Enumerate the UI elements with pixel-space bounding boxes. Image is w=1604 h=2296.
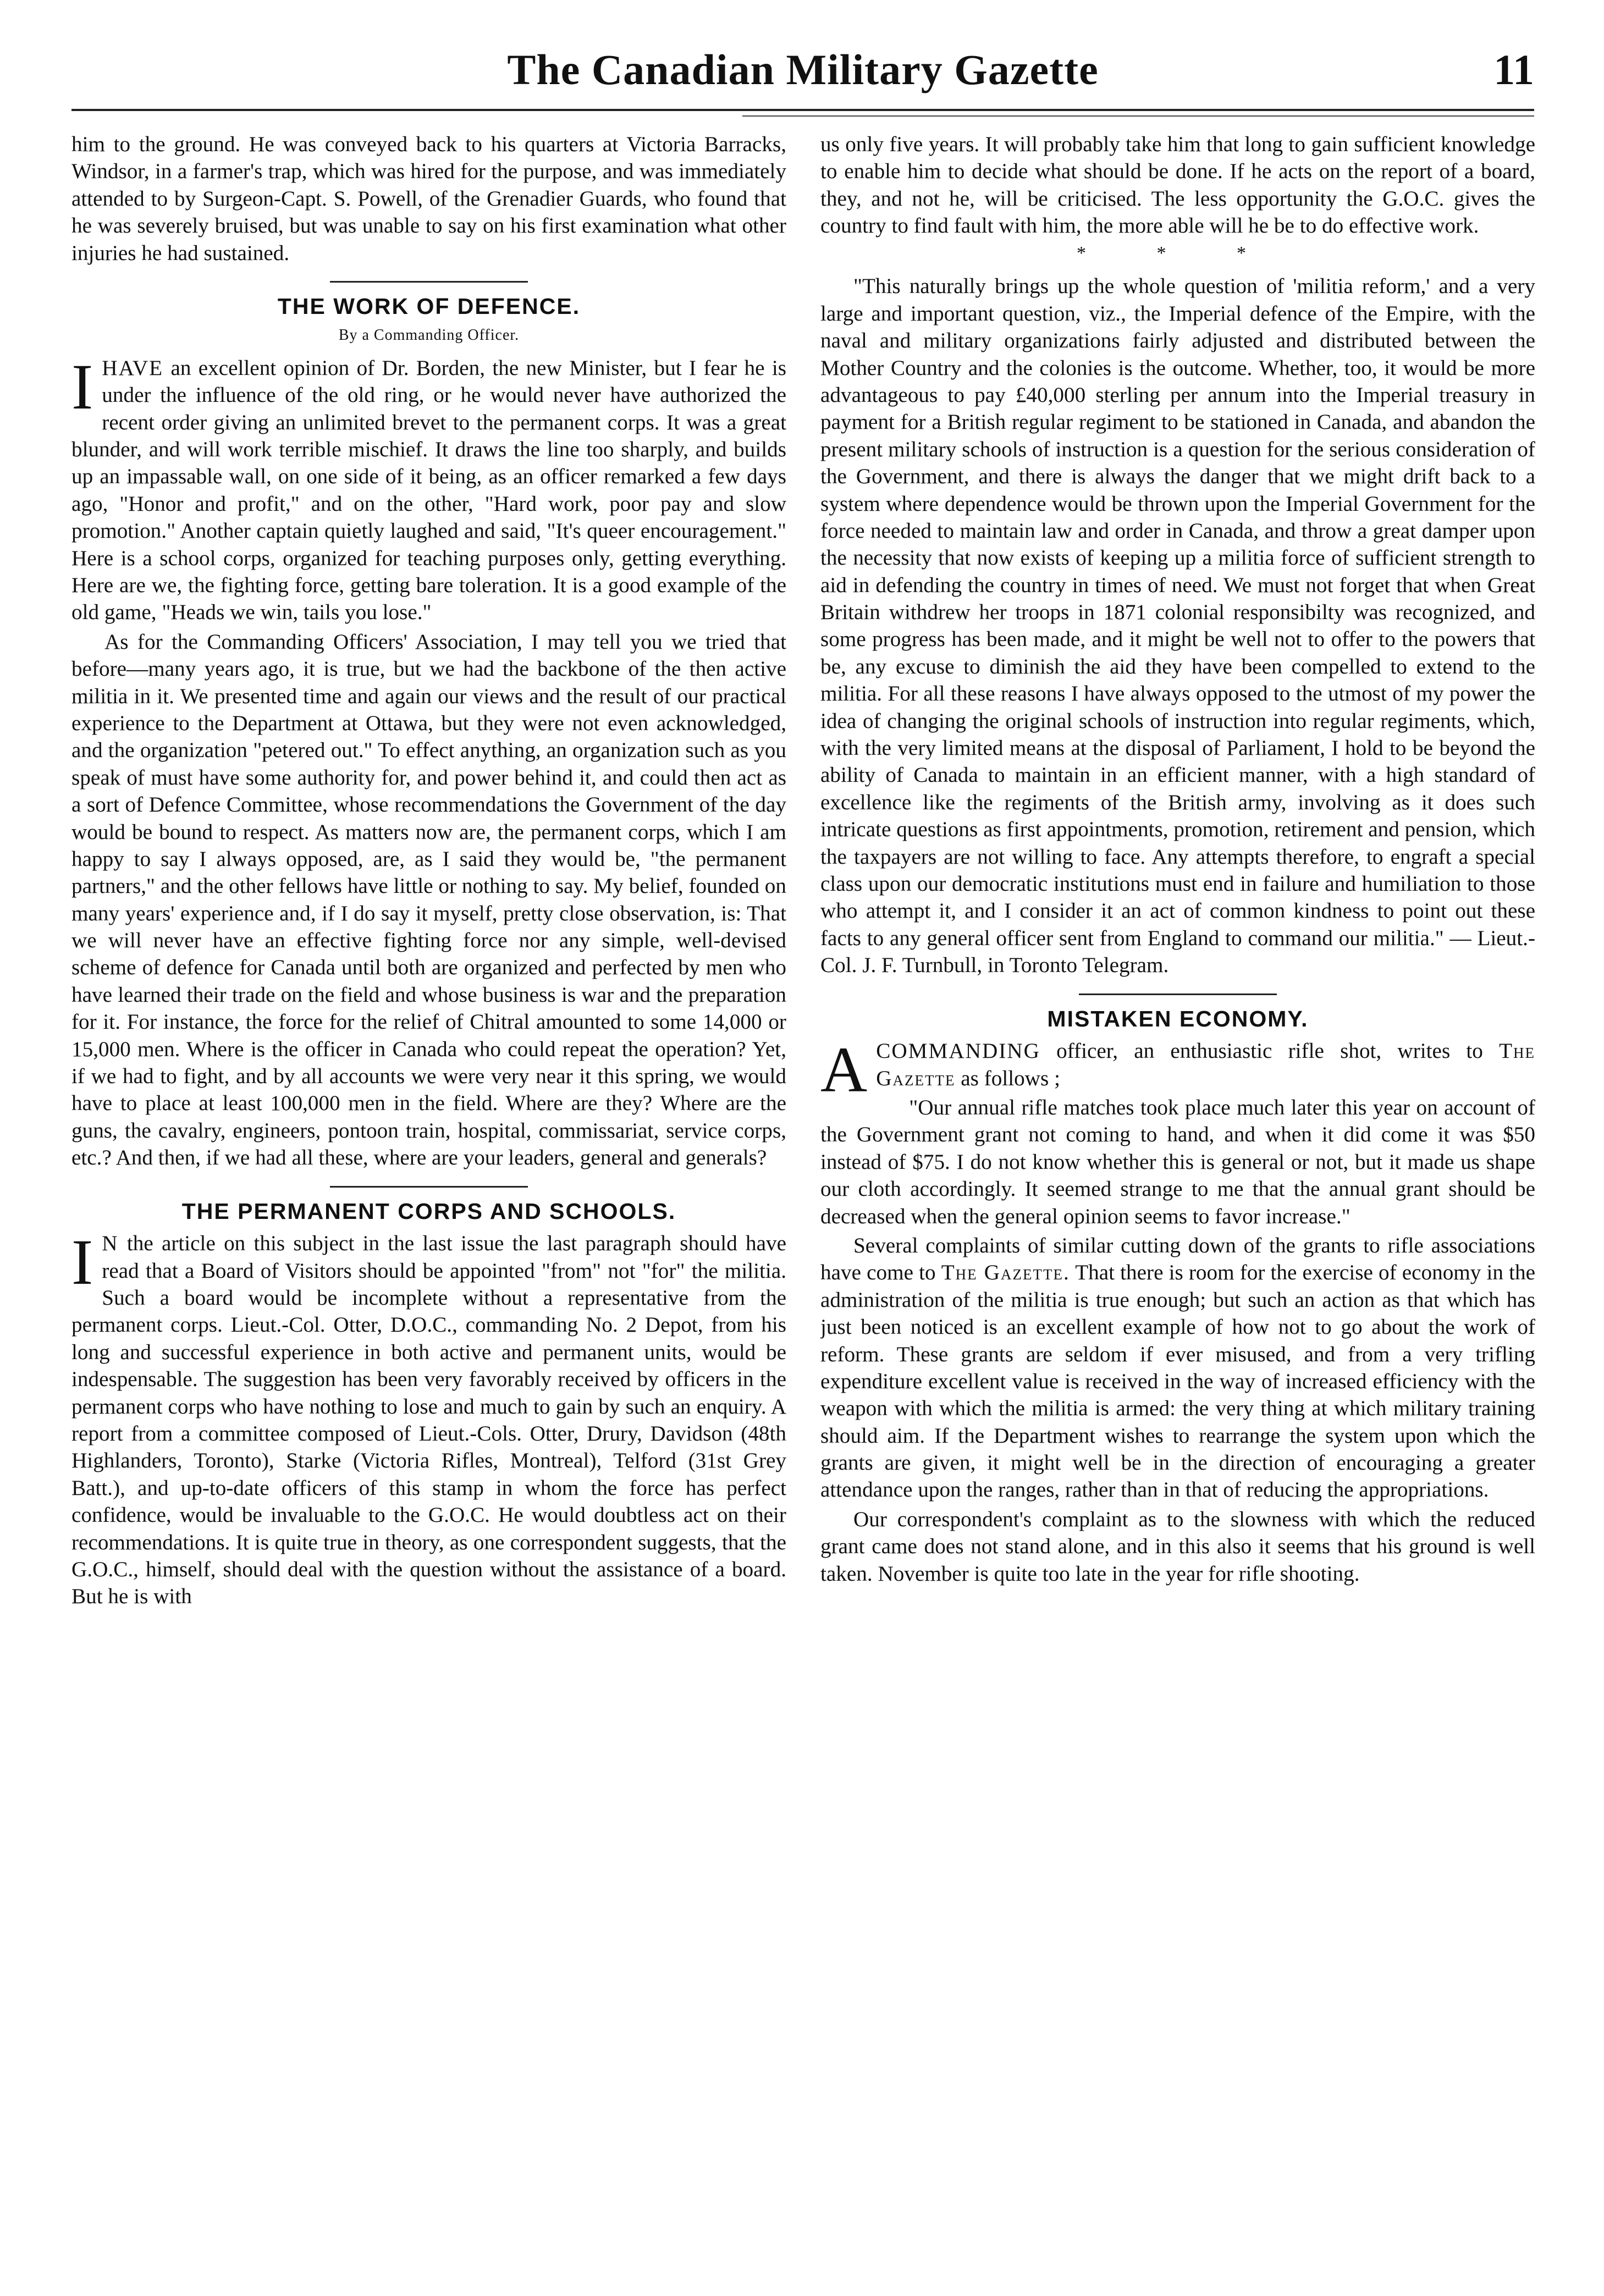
paragraph-body: the article on this subject in the last issue the last paragraph should have read that a Board of Visitors should be appointed "from" not "for" the militia. Such a board would be incomplete without a representative from the permanent corps. Lieut.-Col. Otter, D.O.C., commanding No. 2 Depot, from his long and successful experience in both active and permanent units, would be indespensable. The suggestion has been very favorably received by officers in the permanent corps who have nothing to lose and much to gain by such an enquiry. A report from a committee composed of Lieut.-Cols. Otter, Drury, Davidson (48th Highlanders, Toronto), Starke (Victoria Rifles, Montreal), Telford (31st Grey Batt.), and up-to-date officers of this stamp in whom the force has perfect confidence, would be invaluable to the G.O.C. He would doubtless act on their recommendations. It is quite true in theory, as one correspondent suggests, that the G.O.C., himself, should deal with the question without the assistance of a board. But he is with <box>71 1232 786 1609</box>
gazette-name: The Gazette. <box>941 1261 1070 1285</box>
page-header <box>71 38 1534 115</box>
article-heading-mistaken-economy: MISTAKEN ECONOMY. <box>1047 1006 1309 1031</box>
right-column <box>820 131 1535 2264</box>
article-paragraph <box>820 1232 1535 1504</box>
article-paragraph <box>71 1226 786 1610</box>
continued-paragraph: us only five years. It will probably take him that long to gain sufficient knowledge to enable him to decide what should be done. If he acts on the report of a board, they, and not he, will be criticised. The less opportunity the G.O.C. gives the country to find fault with him, the more able will he be to do effective work. <box>820 133 1535 238</box>
article-paragraph <box>71 350 786 626</box>
paragraph-body: officer, an enthusiastic rifle shot, writes to <box>1056 1039 1483 1063</box>
asterisk-separator: * * * <box>1077 242 1279 263</box>
section-divider <box>330 1186 528 1188</box>
gazette-name: The Gazette <box>876 1039 1535 1090</box>
quoted-paragraph: "This naturally brings up the whole question of 'militia reform,' and a very large and important question, viz., the Imperial defence of the Empire, with the naval and military organizations fairly adjusted and distributed between the Mother Country and the colonies is the outcome. Whether, too, it would be more advantageous to pay £40,000 sterling per annum into the Imperial treasury in payment for a British regular regiment to be stationed in Canada, and abandon the present military schools of instruction is a question for the serious consideration of the Government, and there is always the danger that we might drift back to a system where dependence would be thrown upon the Imperial Government for the force needed to maintain law and order in Canada, and throw a great damper upon the necessity that now exists of keeping up a militia force of sufficient strength to aid in defending the country in times of need. We must not forget that when Great Britain withdrew her troops in 1871 colonial responsibilty was recognized, and some progress has been made, and it might be well not to offer to the powers that be, any excuse to diminish the aid they have been compelled to extend to the militia. For all these reasons I have always opposed to the utmost of my power the idea of changing the original schools of instruction into regular regiments, which, with the very limited means at the disposal of Parliament, I hold to be beyond the ability of Canada to maintain in an efficient manner, with a high standard of excellence like the regiments of the British army, involving as it does such intricate questions as first appointments, promotion, retirement and pension, which the taxpayers are not willing to face. Any attempts therefore, to engraft a special class upon our democratic institutions must end in failure and humiliation to those who attempt it, and I consider it an act of common kindness to point out these facts to any general officer sent from England to command our militia." — Lieut.-Col. J. F. Turnbull, in Toronto Telegram. <box>820 274 1535 978</box>
header-rule-secondary <box>742 115 1534 117</box>
article-paragraph: As for the Commanding Officers' Association, I may tell you we tried that before—many years ago, it is true, but we had the backbone of the then active militia in it. We presented time and again our views and the result of our practical experience to the Department at Ottawa, but they were not even acknowledged, and the organization "petered out." To effect anything, an organization such as you speak of must have some authority for, and power behind it, and could then act as a sort of Defence Committee, whose recommendations the Government of the day would be bound to respect. As matters now are, the permanent corps, which I am happy to say I always opposed, are, as I said they would be, "the permanent partners," and the other fellows have little or nothing to say. My belief, founded on many years' experience and, if I do say it myself, pretty close observation, is: That we will never have an effective fighting force nor any simple, well-devised scheme of defence for Canada until both are organized and perfected by men who have learned their trade on the field and whose business is war and the preparation for it. For instance, the force for the relief of Chitral amounted to some 14,000 or 15,000 men. Where is the officer in Canada who could repeat the operation? Yet, if we had to fight, and by all accounts we were very near it this spring, we would have to place at least 100,000 men in the field. Where are they? Where are the guns, the cavalry, engineers, pontoon train, hospital, commissariat, service corps, etc.? And then, if we had all these, where are your leaders, general and generals? <box>71 630 786 1170</box>
section-divider <box>330 281 528 283</box>
paragraph-body: as follows ; <box>961 1066 1060 1090</box>
masthead-title: The Canadian Military Gazette <box>507 46 1099 93</box>
lead-words: N <box>102 1232 119 1256</box>
article-paragraph: Our correspondent's complaint as to the slowness with which the reduced grant came does not stand alone, and in this also it seems that his ground is well taken. November is quite too late in the year for rifle shooting. <box>820 1507 1535 1586</box>
intro-paragraph: him to the ground. He was conveyed back to his quarters at Victoria Barracks, Windsor, in a farmer's trap, which was hired for the purpose, and was immediately attended to by Surgeon-Capt. S. Powell, of the Grenadier Guards, who found that he was severely bruised, but was unable to say on his first examination what other injuries he had sustained. <box>71 133 786 265</box>
drop-cap: I <box>71 1226 93 1299</box>
article-heading-work-of-defence: THE WORK OF DEFENCE. <box>277 293 581 319</box>
paragraph-body: That there is room for the exercise of economy in the administration of the militia is true enough; but such an action as that which has just been noticed is an excellent example of how not to go about the work of reform. These grants are seldom if ever misused, and from a very trifling expenditure excellent value is received in the way of increased efficiency with the weapon with which the militia is armed: the very thing at which military training should aim. If the Department wishes to rearrange the system upon which the grants are given, it might well be in the direction of encouraging a greater attendance upon the ranges, rather than in that of reducing the appropriations. <box>820 1261 1535 1502</box>
drop-cap: I <box>71 350 93 423</box>
drop-cap: A <box>820 1034 868 1106</box>
lead-words: HAVE <box>102 356 164 380</box>
article-paragraph <box>820 1034 1535 1106</box>
article-paragraph: "Our annual rifle matches took place much later this year on account of the Government grant not coming to hand, and when it did come it was $50 instead of $75. I do not know whether this is general or not, but it made us shape our cloth accordingly. It seemed strange to me that the annual grant should be decreased when the general opinion seems to favor increase." <box>820 1095 1535 1228</box>
left-column <box>71 131 786 2264</box>
section-divider <box>1079 994 1277 995</box>
article-heading-permanent-corps: THE PERMANENT CORPS AND SCHOOLS. <box>181 1198 676 1224</box>
page-number: 11 <box>1493 46 1534 93</box>
article-byline: By a Commanding Officer. <box>338 326 520 344</box>
paragraph-body: an excellent opinion of Dr. Borden, the new Minister, but I fear he is under the influence of the old ring, or he would never have authorized the recent order giving an unlimited brevet to the permanent corps. It was a great blunder, and will work terrible mischief. It draws the line too sharply, and builds up an impassable wall, on one side of it being, as an officer remarked a few days ago, "Honor and profit," and on the other, "Hard work, poor pay and slow promotion." Another captain quietly laughed and said, "It's queer encouragement." Here is a school corps, organized for teaching purposes only, getting everything. Here are we, the fighting force, getting bare toleration. It is a good example of the old game, "Heads we win, tails you lose." <box>71 356 786 625</box>
header-rule <box>71 109 1534 111</box>
lead-words: COMMANDING <box>876 1039 1040 1063</box>
paragraph-body: Several complaints of similar cutting down of the grants to rifle associations have come to <box>820 1233 1535 1285</box>
